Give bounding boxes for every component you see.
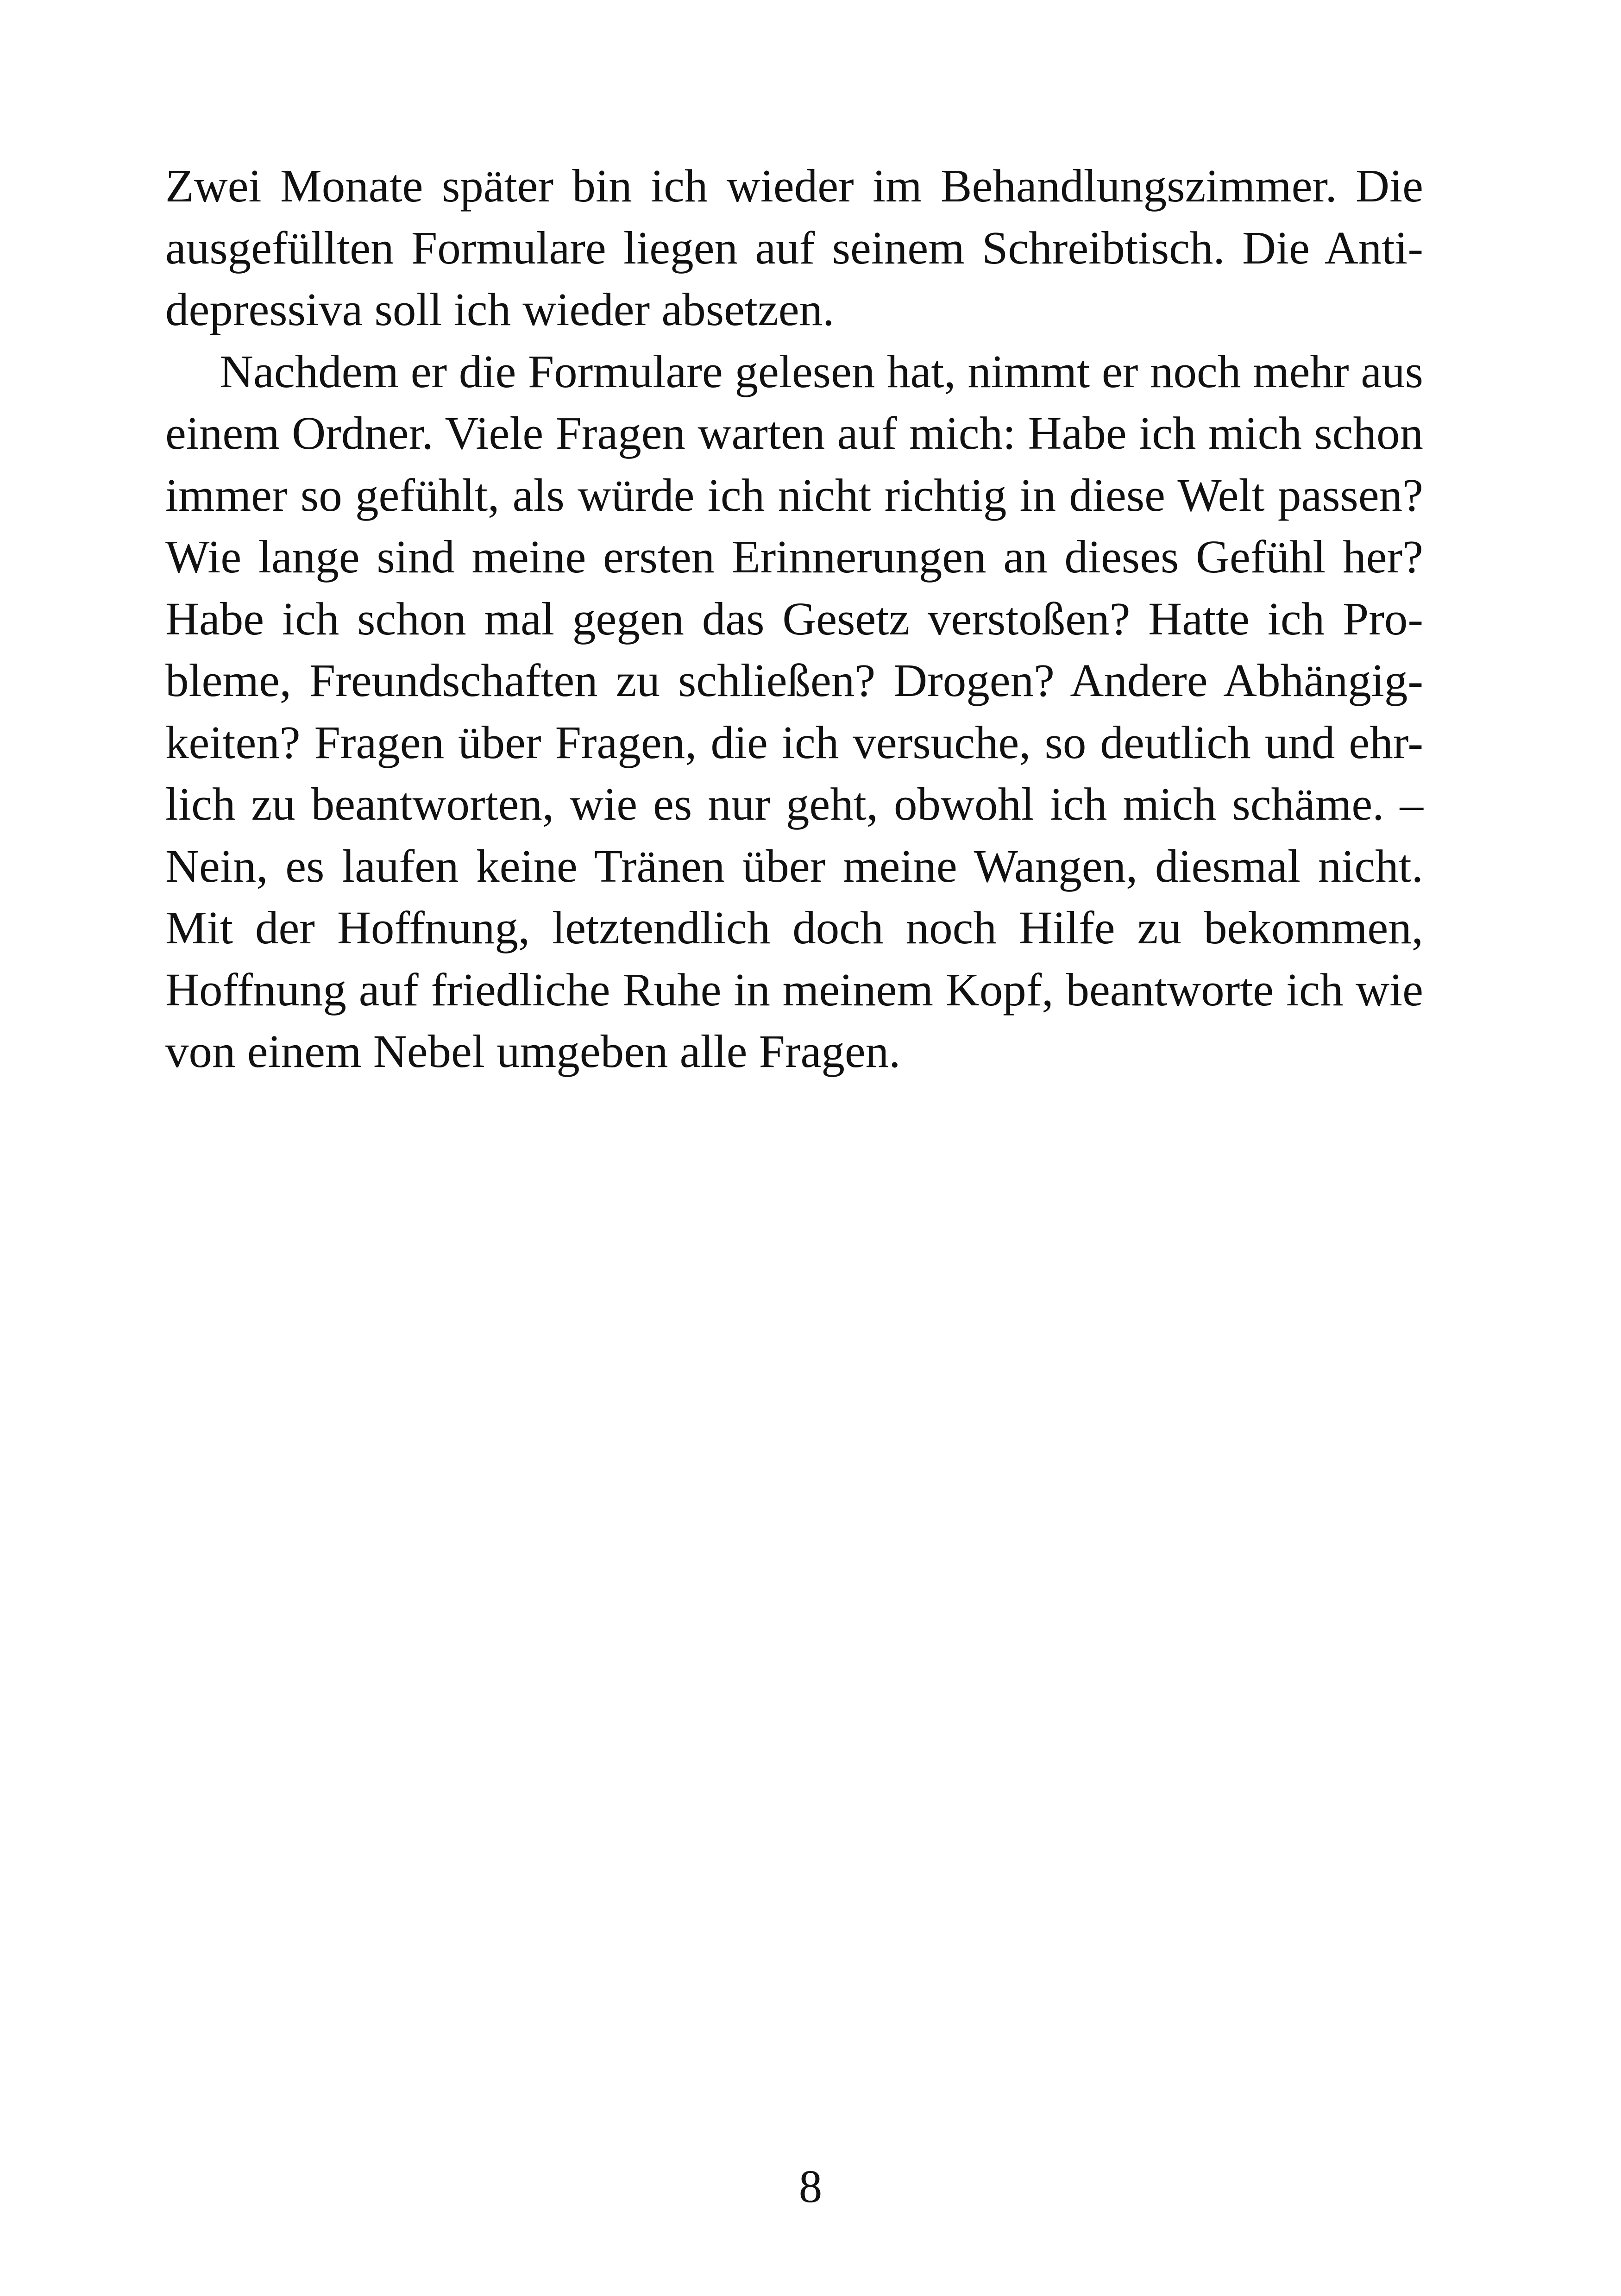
text-line: bleme, Freundschaften zu schließen? Drogen? Andere Abhängig- — [165, 654, 1423, 706]
text-line: Mit der Hoffnung, letztendlich doch noch Hilfe zu bekommen, — [165, 902, 1423, 954]
text-line: depressiva soll ich wieder absetzen. — [165, 283, 835, 335]
text-line: von einem Nebel umgeben alle Fragen. — [165, 1025, 901, 1077]
text-line: einem Ordner. Viele Fragen warten auf mich: Habe ich mich schon — [165, 407, 1423, 459]
text-line: Nein, es laufen keine Tränen über meine Wangen, diesmal nicht. — [165, 840, 1423, 892]
text-line: Wie lange sind meine ersten Erinnerungen an dieses Gefühl her? — [165, 531, 1423, 583]
text-line: ausgefüllten Formulare liegen auf seinem Schreibtisch. Die Anti- — [165, 221, 1423, 274]
body-text — [165, 155, 1423, 1083]
text-line: Habe ich schon mal gegen das Gesetz verstoßen? Hatte ich Pro- — [165, 592, 1423, 645]
text-line: lich zu beantworten, wie es nur geht, obwohl ich mich schäme. – — [165, 778, 1423, 830]
text-line: keiten? Fragen über Fragen, die ich versuche, so deutlich und ehr- — [165, 716, 1423, 768]
text-line: Zwei Monate später bin ich wieder im Behandlungszimmer. Die — [165, 160, 1423, 212]
text-line: Nachdem er die Formulare gelesen hat, nimmt er noch mehr aus — [220, 345, 1423, 397]
text-line: immer so gefühlt, als würde ich nicht richtig in diese Welt passen? — [165, 469, 1423, 521]
page-number: 8 — [798, 2160, 823, 2212]
text-line: Hoffnung auf friedliche Ruhe in meinem Kopf, beantworte ich wie — [165, 963, 1423, 1016]
